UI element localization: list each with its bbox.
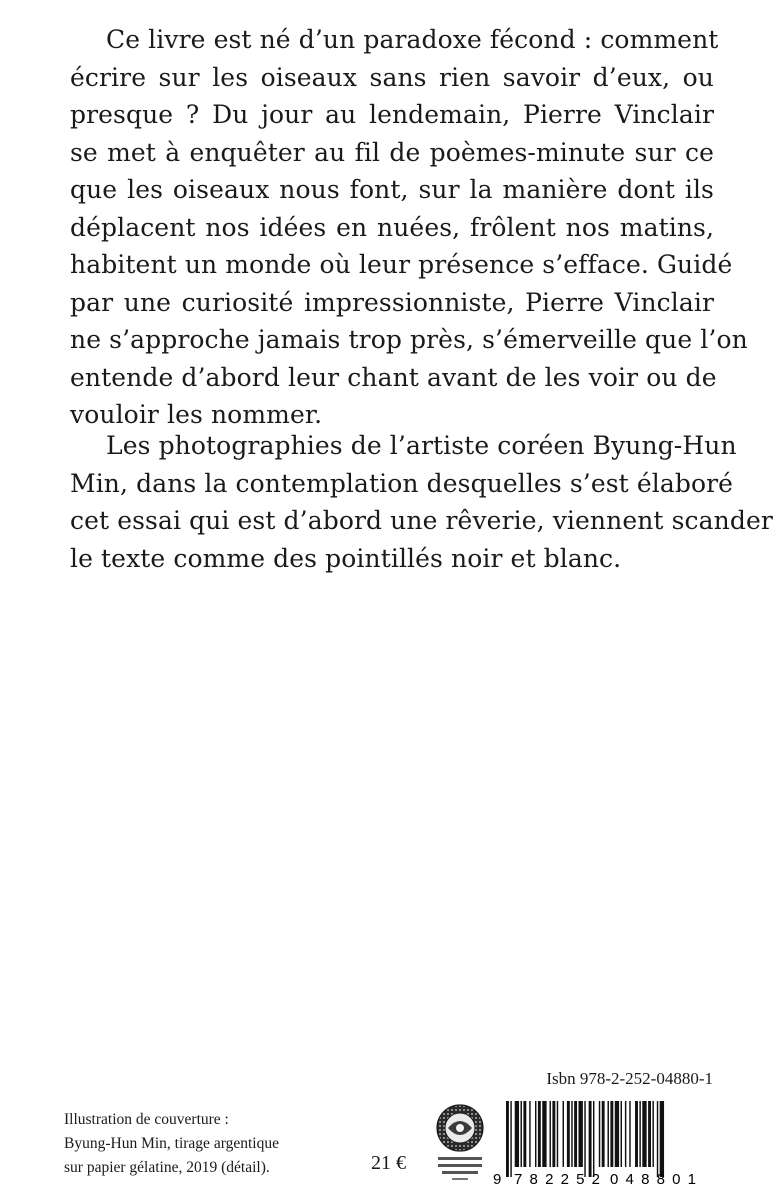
barcode-bar [552,1101,555,1167]
barcode-bar [506,1101,509,1177]
barcode-bar [608,1101,609,1167]
barcode-bar [542,1101,546,1167]
barcode-bar [563,1101,564,1167]
barcode-bar [599,1101,600,1167]
credit-line: sur papier gélatine, 2019 (détail). [64,1159,270,1176]
blurb-line: cet essai qui est d’abord une rêverie, viennent scander [70,506,773,535]
cover-credit [64,1108,279,1180]
barcode-bar [523,1101,526,1167]
barcode-bar [629,1101,630,1167]
barcode-bar [535,1101,536,1167]
isbn-label: Isbn 978-2-252-04880-1 [546,1069,713,1088]
barcode-bar [593,1101,594,1177]
barcode-bar [610,1101,613,1167]
blurb-paragraph-2 [70,427,773,577]
blurb-line: Les photographies de l’artiste coréen Byung-Hun [106,431,737,460]
blurb-line: Min, dans la contemplation desquelles s’est élaboré [70,468,734,498]
barcode-bar [584,1101,585,1177]
blurb-line: Ce livre est né d’un paradoxe fécond : comment [106,25,719,54]
blurb-line: presque ? Du jour au lendemain, Pierre Vinclair [70,100,714,129]
barcode-bar [567,1101,570,1167]
barcode-bar [639,1101,640,1167]
blurb-line: ne s’approche jamais trop près, s’émerveille que l’on [70,325,748,354]
credit-line: Illustration de couverture : [64,1111,229,1128]
blurb-line: habitent un monde où leur présence s’efface. Guidé [70,250,733,279]
blurb-line: déplacent nos idées en nuées, frôlent nos matins, [70,212,714,242]
barcode-digits-left: 782252 [514,1171,600,1187]
barcode-bar [521,1101,522,1167]
barcode-bar [579,1101,583,1167]
barcode-bar [571,1101,572,1167]
barcode [492,1101,717,1187]
credit-line: Byung-Hun Min, tirage argentique [64,1135,279,1152]
blurb-line: vouloir les nommer. [70,400,323,429]
blurb-line: que les oiseaux nous font, sur la manière dont ils [70,175,714,204]
barcode-bar [657,1101,658,1177]
barcode-bar [589,1101,592,1177]
barcode-bar [515,1101,519,1167]
barcode-bar [621,1101,622,1167]
blurb-line: par une curiosité impressionniste, Pierre Vinclair [70,287,714,317]
barcode-bar [510,1101,511,1177]
barcode-bar [652,1101,653,1167]
blurb-paragraph-1 [70,21,748,434]
barcode-bar [660,1101,664,1177]
barcode-bar [557,1101,558,1167]
price-label: 21 € [371,1152,406,1174]
barcode-bar [648,1101,651,1167]
barcode-digit-prefix: 9 [493,1171,502,1187]
blurb-line: écrire sur les oiseaux sans rien savoir d’eux, ou [70,62,714,92]
barcode-bar [625,1101,626,1167]
blurb-line: se met à enquêter au fil de poèmes-minute sur ce [70,137,714,167]
barcode-bar [635,1101,638,1167]
barcode-bar [615,1101,619,1167]
blurb-line: le texte comme des pointillés noir et blanc. [70,543,622,573]
barcode-digits-right: 048801 [610,1171,696,1187]
publisher-seal-icon [434,1104,486,1184]
blurb-line: entende d’abord leur chant avant de les voir ou de [70,362,717,392]
barcode-bar [574,1101,577,1167]
barcode-bar [529,1101,530,1167]
barcode-bar [550,1101,551,1167]
barcode-bar [642,1101,646,1167]
barcode-bar [602,1101,605,1167]
barcode-bar [538,1101,541,1167]
